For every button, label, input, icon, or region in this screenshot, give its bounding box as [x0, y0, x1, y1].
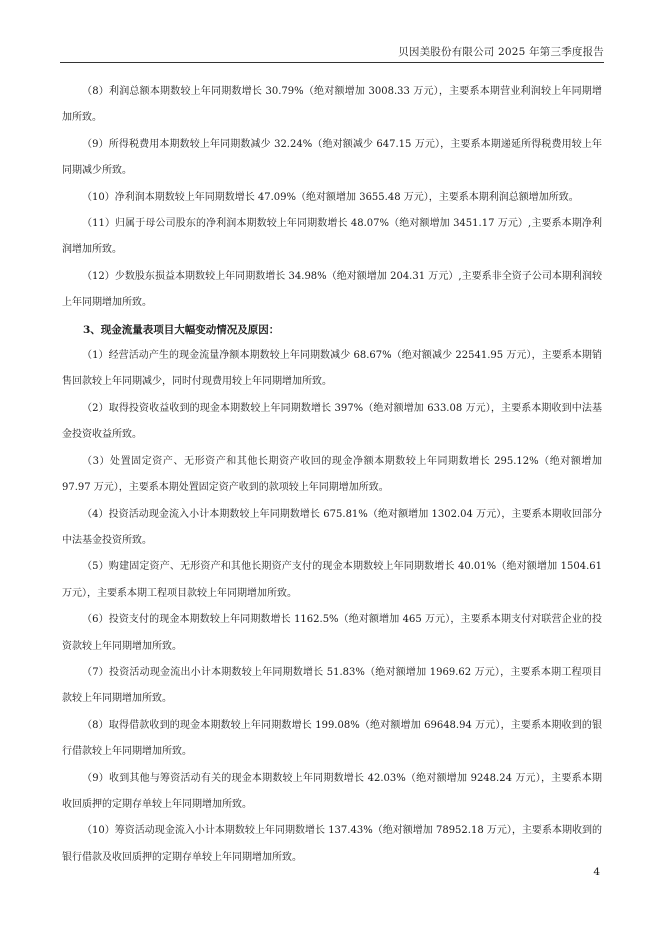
profit-item-11: （11）归属于母公司股东的净利润本期数较上年同期数增长 48.07%（绝对额增加 3451.17 万元）,主要系本期净利润增加所致。: [62, 218, 602, 256]
cashflow-item-7: （7）投资活动现金流出小计本期数较上年同期数增长 51.83%（绝对额增加 1969.62 万元），主要系本期工程项目款较上年同期增加所致。: [62, 666, 602, 705]
cashflow-item-10: （10）筹资活动现金流入小计本期数较上年同期数增长 137.43%（绝对额增加 78952.18 万元），主要系本期收到的银行借款及收回质押的定期存单较上年同期增加所致。: [62, 825, 602, 863]
page-number: 4: [593, 866, 600, 878]
profit-item-8: （8）利润总额本期数较上年同期数增长 30.79%（绝对额增加 3008.33 万元），主要系本期营业利润较上年同期增加所致。: [62, 86, 602, 124]
cashflow-item-6: （6）投资支付的现金本期数较上年同期数增长 1162.5%（绝对额增加 465 万元），主要系本期支付对联营企业的投资款较上年同期增加所致。: [62, 614, 602, 652]
cashflow-item-1: （1）经营活动产生的现金流量净额本期数较上年同期数减少 68.67%（绝对额减少 22541.95 万元），主要系本期销售回款较上年同期减少，同时付现费用较上年同期增加所致。: [62, 350, 602, 388]
cashflow-item-8: （8）取得借款收到的现金本期数较上年同期数增长 199.08%（绝对额增加 69648.94 万元），主要系本期收到的银行借款较上年同期增加所致。: [62, 719, 602, 758]
page-header: 贝因美股份有限公司 2025 年第三季度报告: [398, 46, 604, 58]
cashflow-item-9: （9）收到其他与筹资活动有关的现金本期数较上年同期数增长 42.03%（绝对额增加 9248.24 万元），主要系本期收回质押的定期存单较上年同期增加所致。: [62, 772, 602, 810]
cashflow-section-heading: 3、现金流量表项目大幅变动情况及原因：: [83, 323, 280, 336]
profit-item-12: （12）少数股东损益本期数较上年同期数增长 34.98%（绝对额增加 204.31 万元）,主要系非全资子公司本期利润较上年同期增加所致。: [62, 270, 602, 309]
cashflow-item-5: （5）购建固定资产、无形资产和其他长期资产支付的现金本期数较上年同期数增长 40.01%（绝对额增加 1504.61 万元），主要系本期工程项目款较上年同期增加所致。: [62, 561, 602, 599]
report-body: [62, 79, 602, 871]
cashflow-item-4: （4）投资活动现金流入小计本期数较上年同期数增长 675.81%（绝对额增加 1302.04 万元），主要系本期收回部分中法基金投资所致。: [62, 508, 602, 546]
profit-item-10: （10）净利润本期数较上年同期数增长 47.09%（绝对额增加 3655.48 万元），主要系本期利润总额增加所致。: [82, 191, 579, 203]
header-divider: [60, 62, 604, 63]
cashflow-item-2: （2）取得投资收益收到的现金本期数较上年同期数增长 397%（绝对额增加 633.08 万元），主要系本期收到中法基金投资收益所致。: [62, 402, 602, 441]
profit-item-9: （9）所得税费用本期数较上年同期数减少 32.24%（绝对额减少 647.15 万元），主要系本期递延所得税费用较上年同期减少所致。: [62, 138, 602, 177]
cashflow-item-3: （3）处置固定资产、无形资产和其他长期资产收回的现金净额本期数较上年同期数增长 295.12%（绝对额增加 97.97 万元），主要系本期处置固定资产收到的款项较上年同期增加所致。: [62, 455, 602, 494]
